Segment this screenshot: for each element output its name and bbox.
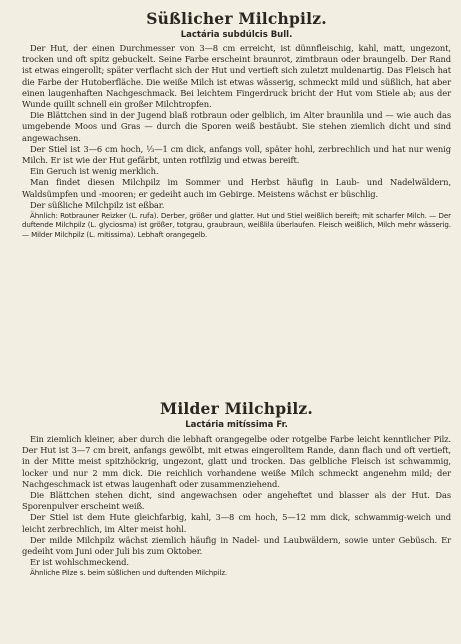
paragraph: Die Blättchen stehen dicht, sind angewachsen oder angeheftet und blasser als der Hut. Das Sporenpulver erscheint weiß.: [22, 490, 451, 512]
paragraph: Ein Geruch ist wenig merklich.: [30, 166, 159, 177]
section-title-milder-milchpilz: Milder Milchpilz.: [159, 399, 314, 418]
paragraph: Der milde Milchpilz wächst ziemlich häufig in Nadel- und Laubwäldern, sowie unter Gebüsch. Er gedeiht vom Juni oder Juli bis zum Oktober.: [22, 534, 451, 557]
paragraph: Ein ziemlich kleiner, aber durch die lebhaft orangegelbe oder rotgelbe Farbe leicht kenntlicher Pilz. Der Hut ist 3—7 cm breit, anfangs gewölbt, mit etwas eingerolltem Rande, dann flach und oft vertieft, in der Mitte meist spitzhöckrig, ungezont, glatt und trocken. Das gelbliche Fleisch ist schwammig, locker und nur 2 mm dick. Die reichlich vorhandene weiße Milch schmeckt angenehm mild; der Nachgeschmack ist etwas laugenhaft oder zusammenziehend.: [22, 434, 451, 489]
section-latin-name: Lactária subdúlcis Bull.: [180, 30, 293, 40]
section-body: [22, 434, 451, 578]
paragraph: Er ist wohlschmeckend.: [30, 557, 129, 568]
similar-species-note: Ähnlich: Rotbrauner Reizker (L. rufa). Derber, größer und glatter. Hut und Stiel weißlich bereift; mit scharfer Milch. — Der duftende Milchpilz (L. glyciosma) ist größer, totgrau, graubraun, weißlila überlaufen. Fleisch weißlich, Milch mehr wässerig. — Milder Milchpilz (L. mitissima). Lebhaft orangegelb.: [22, 211, 451, 239]
similar-species-note: Ähnliche Pilze s. beim süßlichen und duftenden Milchpilz.: [30, 568, 228, 578]
paragraph: Der süßliche Milchpilz ist eßbar.: [30, 199, 165, 210]
section-title-suesslicher-milchpilz: Süßlicher Milchpilz.: [146, 9, 327, 28]
section-latin-name: Lactária mitíssima Fr.: [185, 420, 288, 430]
paragraph: Man findet diesen Milchpilz im Sommer und Herbst häufig in Laub- und Nadelwäldern, Waldsümpfen und -mooren; er gedeiht auch im Gebirge. Meistens wächst er büschlig.: [22, 177, 451, 199]
section-body: [22, 43, 451, 239]
paragraph: Die Blättchen sind in der Jugend blaß rotbraun oder gelblich, im Alter braunlila und — wie auch das umgebende Moos und Gras — durch die Sporen weiß bestäubt. Sie stehen ziemlich dicht und sind angewachsen.: [22, 110, 451, 143]
paragraph: Der Stiel ist 3—6 cm hoch, ⅓—1 cm dick, anfangs voll, später hohl, zerbrechlich und hat nur wenig Milch. Er ist wie der Hut gefärbt, unten rotfilzig und etwas bereift.: [22, 143, 451, 166]
paragraph: Der Stiel ist dem Hute gleichfarbig, kahl, 3—8 cm hoch, 5—12 mm dick, schwammig-weich und leicht zerbrechlich, im Alter meist hohl.: [22, 512, 451, 534]
paragraph: Der Hut, der einen Durchmesser von 3—8 cm erreicht, ist dünnfleischig, kahl, matt, ungezont, trocken und oft spitz gebuckelt. Seine Farbe erscheint braunrot, zimtbraun oder braungelb. Der Rand ist etwas eingerollt; später verflacht sich der Hut und vertieft sich zuletzt muldenartig. Das Fleisch hat die Farbe der Hutoberfläche. Die weiße Milch ist etwas wässerig, schmeckt mild und süßlich, hat aber einen laugenhaften Nachgeschmack. Bei leichtem Fingerdruck bricht der Hut vom Stiele ab; aus der Wunde quillt schnell ein großer Milchtropfen.: [22, 43, 451, 110]
